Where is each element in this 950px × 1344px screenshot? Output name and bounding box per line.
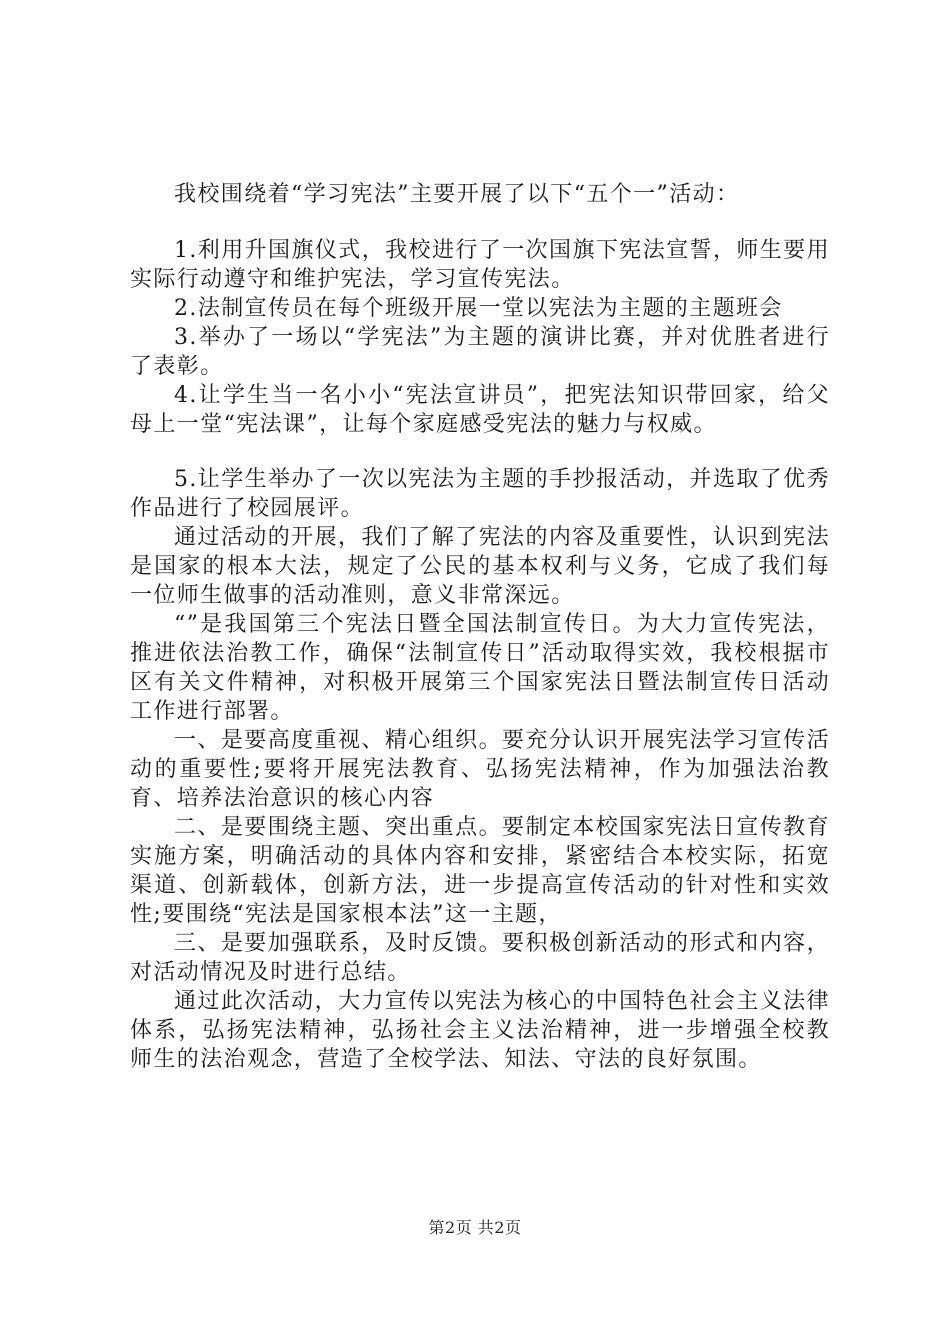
activity-item-1: 1.利用升国旗仪式，我校进行了一次国旗下宪法宣誓，师生要用实际行动遵守和维护宪法，学习宣传宪法。 (130, 238, 830, 292)
conclusion-paragraph: 通过此次活动，大力宣传以宪法为核心的中国特色社会主义法律体系，弘扬宪法精神，弘扬社会主义法治精神，进一步增强全校教师生的法治观念，营造了全校学法、知法、守法的良好氛围。 (130, 989, 830, 1072)
summary-paragraph: 通过活动的开展，我们了解了宪法的内容及重要性，认识到宪法是国家的根本大法，规定了公民的基本权利与义务，它成了我们每一位师生做事的活动准则，意义非常深远。 (130, 525, 830, 608)
intro-paragraph: 我校围绕着“学习宪法”主要开展了以下“五个一”活动： (174, 182, 740, 207)
deployment-point-1: 一、是要高度重视、精心组织。要充分认识开展宪法学习宣传活动的重要性;要将开展宪法教育、弘扬宪法精神，作为加强法治教育、培养法治意识的核心内容 (130, 728, 830, 811)
activity-item-4: 4.让学生当一名小小“宪法宣讲员”，把宪法知识带回家，给父母上一堂“宪法课”，让每个家庭感受宪法的魅力与权威。 (130, 383, 830, 437)
deployment-point-3: 三、是要加强联系，及时反馈。要积极创新活动的形式和内容，对活动情况及时进行总结。 (130, 931, 830, 985)
deployment-point-2: 二、是要围绕主题、突出重点。要制定本校国家宪法日宣传教育实施方案，明确活动的具体内容和安排，紧密结合本校实际，拓宽渠道、创新载体，创新方法，进一步提高宣传活动的针对性和实效性;要围绕“宪法是国家根本法”这一主题， (130, 815, 830, 927)
constitution-day-paragraph: “”是我国第三个宪法日暨全国法制宣传日。为大力宣传宪法，推进依法治教工作，确保“法制宣传日”活动取得实效，我校根据市区有关文件精神，对积极开展第三个国家宪法日暨法制宣传日活动工作进行部署。 (130, 612, 830, 724)
activity-item-3: 3.举办了一场以“学宪法”为主题的演讲比赛，并对优胜者进行了表彰。 (130, 325, 830, 379)
activity-item-5: 5.让学生举办了一次以宪法为主题的手抄报活动，并选取了优秀作品进行了校园展评。 (130, 467, 830, 521)
page-number-footer: 第2页 共2页 (428, 1218, 522, 1237)
activity-item-2: 2.法制宣传员在每个班级开展一堂以宪法为主题的主题班会 (174, 296, 783, 321)
document-body (130, 180, 830, 1074)
